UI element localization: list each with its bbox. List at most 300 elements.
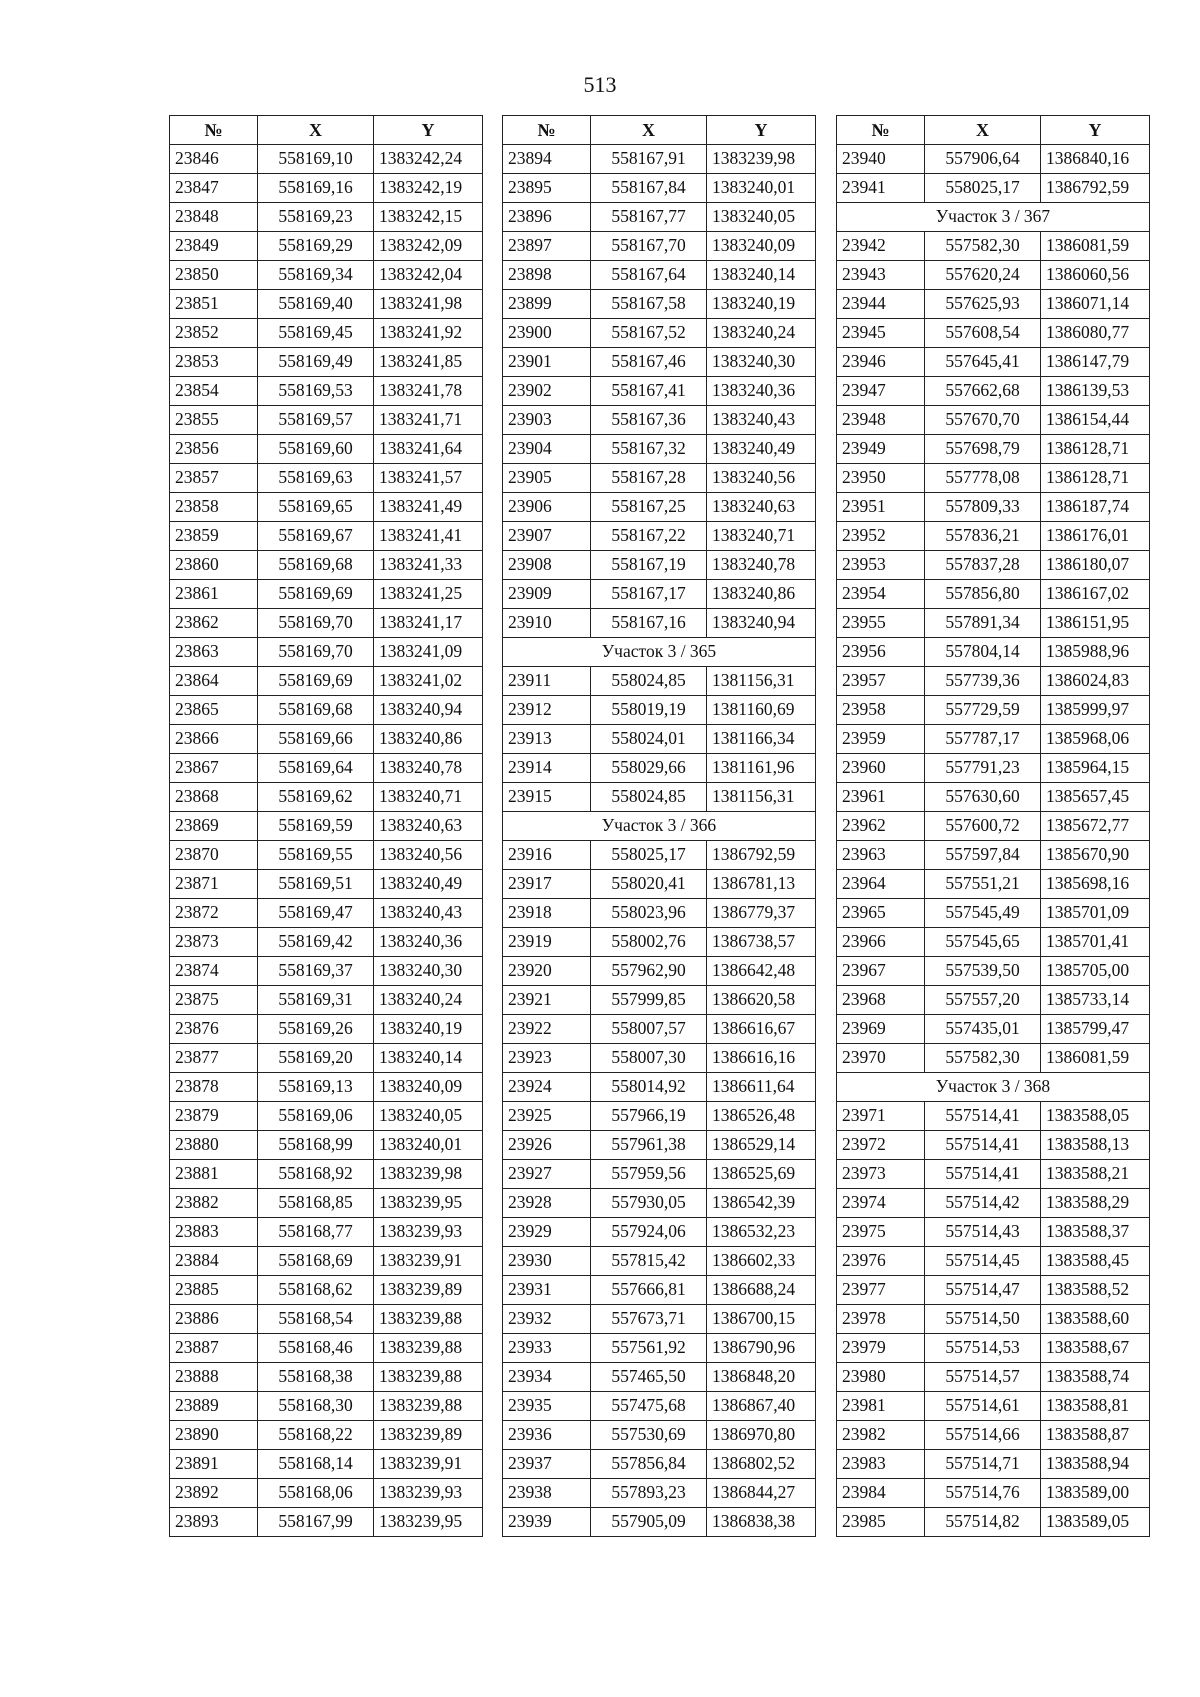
point-number-cell: 23973	[837, 1160, 925, 1189]
table-row	[170, 1392, 483, 1421]
y-coordinate-cell: 1383241,98	[374, 290, 483, 319]
point-number-cell: 23948	[837, 406, 925, 435]
point-number-cell: 23869	[170, 812, 258, 841]
point-number-cell: 23933	[503, 1334, 591, 1363]
point-number-cell: 23894	[503, 145, 591, 174]
y-coordinate-cell: 1383588,74	[1041, 1363, 1150, 1392]
y-coordinate-cell: 1386781,13	[707, 870, 816, 899]
x-coordinate-cell: 557582,30	[925, 1044, 1041, 1073]
table-row	[503, 406, 816, 435]
point-number-cell: 23985	[837, 1508, 925, 1537]
x-coordinate-cell: 557435,01	[925, 1015, 1041, 1044]
x-coordinate-cell: 557891,34	[925, 609, 1041, 638]
y-coordinate-cell: 1383239,88	[374, 1392, 483, 1421]
section-title: Участок 3 / 366	[503, 812, 816, 841]
point-number-cell: 23942	[837, 232, 925, 261]
y-coordinate-cell: 1383240,56	[374, 841, 483, 870]
x-coordinate-cell: 558167,70	[591, 232, 707, 261]
y-coordinate-cell: 1383240,09	[707, 232, 816, 261]
point-number-cell: 23912	[503, 696, 591, 725]
point-number-cell: 23939	[503, 1508, 591, 1537]
point-number-cell: 23875	[170, 986, 258, 1015]
x-coordinate-cell: 557539,50	[925, 957, 1041, 986]
point-number-cell: 23887	[170, 1334, 258, 1363]
point-number-cell: 23926	[503, 1131, 591, 1160]
x-coordinate-cell: 557514,71	[925, 1450, 1041, 1479]
point-number-cell: 23849	[170, 232, 258, 261]
x-coordinate-cell: 557662,68	[925, 377, 1041, 406]
point-number-cell: 23940	[837, 145, 925, 174]
y-coordinate-cell: 1383589,00	[1041, 1479, 1150, 1508]
x-coordinate-cell: 558002,76	[591, 928, 707, 957]
table-row	[837, 1102, 1150, 1131]
x-coordinate-cell: 558023,96	[591, 899, 707, 928]
table-row	[503, 1479, 816, 1508]
point-number-cell: 23907	[503, 522, 591, 551]
y-coordinate-cell: 1383241,33	[374, 551, 483, 580]
table-row	[503, 580, 816, 609]
y-coordinate-cell: 1386688,24	[707, 1276, 816, 1305]
table-row	[170, 580, 483, 609]
point-number-cell: 23914	[503, 754, 591, 783]
x-coordinate-cell: 557514,41	[925, 1102, 1041, 1131]
table-row	[503, 551, 816, 580]
table-row	[503, 1508, 816, 1537]
table-row	[837, 522, 1150, 551]
table-row	[837, 696, 1150, 725]
y-coordinate-cell: 1383240,05	[707, 203, 816, 232]
x-coordinate-cell: 558167,58	[591, 290, 707, 319]
point-number-cell: 23947	[837, 377, 925, 406]
table-row	[503, 1450, 816, 1479]
point-number-cell: 23878	[170, 1073, 258, 1102]
x-coordinate-cell: 557514,47	[925, 1276, 1041, 1305]
point-number-cell: 23959	[837, 725, 925, 754]
table-row	[170, 667, 483, 696]
y-coordinate-cell: 1383241,85	[374, 348, 483, 377]
table-row	[170, 1218, 483, 1247]
table-row	[503, 1189, 816, 1218]
column-header-number: №	[170, 116, 258, 145]
table-row	[503, 290, 816, 319]
table-row	[503, 1131, 816, 1160]
x-coordinate-cell: 558167,99	[258, 1508, 374, 1537]
x-coordinate-cell: 557739,36	[925, 667, 1041, 696]
point-number-cell: 23917	[503, 870, 591, 899]
table-row	[837, 580, 1150, 609]
point-number-cell: 23879	[170, 1102, 258, 1131]
x-coordinate-cell: 557837,28	[925, 551, 1041, 580]
x-coordinate-cell: 557787,17	[925, 725, 1041, 754]
page-number: 513	[583, 72, 617, 97]
x-coordinate-cell: 558169,26	[258, 1015, 374, 1044]
point-number-cell: 23896	[503, 203, 591, 232]
x-coordinate-cell: 558169,45	[258, 319, 374, 348]
y-coordinate-cell: 1385733,14	[1041, 986, 1150, 1015]
y-coordinate-cell: 1386532,23	[707, 1218, 816, 1247]
y-coordinate-cell: 1383588,05	[1041, 1102, 1150, 1131]
y-coordinate-cell: 1383239,91	[374, 1450, 483, 1479]
y-coordinate-cell: 1383240,05	[374, 1102, 483, 1131]
table-row	[170, 899, 483, 928]
x-coordinate-cell: 558024,01	[591, 725, 707, 754]
point-number-cell: 23872	[170, 899, 258, 928]
x-coordinate-cell: 557836,21	[925, 522, 1041, 551]
x-coordinate-cell: 557475,68	[591, 1392, 707, 1421]
y-coordinate-cell: 1385799,47	[1041, 1015, 1150, 1044]
y-coordinate-cell: 1386176,01	[1041, 522, 1150, 551]
point-number-cell: 23980	[837, 1363, 925, 1392]
x-coordinate-cell: 558169,65	[258, 493, 374, 522]
table-row	[503, 377, 816, 406]
x-coordinate-cell: 557514,76	[925, 1479, 1041, 1508]
y-coordinate-cell: 1383240,49	[707, 435, 816, 464]
point-number-cell: 23886	[170, 1305, 258, 1334]
table-row	[503, 1276, 816, 1305]
point-number-cell: 23902	[503, 377, 591, 406]
x-coordinate-cell: 558167,46	[591, 348, 707, 377]
x-coordinate-cell: 558024,85	[591, 783, 707, 812]
y-coordinate-cell: 1385657,45	[1041, 783, 1150, 812]
point-number-cell: 23943	[837, 261, 925, 290]
y-coordinate-cell: 1383239,98	[374, 1160, 483, 1189]
y-coordinate-cell: 1383241,49	[374, 493, 483, 522]
point-number-cell: 23909	[503, 580, 591, 609]
point-number-cell: 23935	[503, 1392, 591, 1421]
table-row	[503, 261, 816, 290]
x-coordinate-cell: 558169,63	[258, 464, 374, 493]
y-coordinate-cell: 1383240,71	[374, 783, 483, 812]
point-number-cell: 23936	[503, 1421, 591, 1450]
point-number-cell: 23922	[503, 1015, 591, 1044]
x-coordinate-cell: 557673,71	[591, 1305, 707, 1334]
y-coordinate-cell: 1386024,83	[1041, 667, 1150, 696]
x-coordinate-cell: 558168,54	[258, 1305, 374, 1334]
table-row	[170, 1363, 483, 1392]
x-coordinate-cell: 558020,41	[591, 870, 707, 899]
x-coordinate-cell: 557645,41	[925, 348, 1041, 377]
point-number-cell: 23911	[503, 667, 591, 696]
y-coordinate-cell: 1383239,93	[374, 1479, 483, 1508]
point-number-cell: 23853	[170, 348, 258, 377]
y-coordinate-cell: 1383241,09	[374, 638, 483, 667]
point-number-cell: 23964	[837, 870, 925, 899]
table-row	[837, 667, 1150, 696]
y-coordinate-cell: 1386529,14	[707, 1131, 816, 1160]
point-number-cell: 23945	[837, 319, 925, 348]
x-coordinate-cell: 558167,91	[591, 145, 707, 174]
x-coordinate-cell: 557514,57	[925, 1363, 1041, 1392]
x-coordinate-cell: 557597,84	[925, 841, 1041, 870]
y-coordinate-cell: 1386802,52	[707, 1450, 816, 1479]
x-coordinate-cell: 557620,24	[925, 261, 1041, 290]
point-number-cell: 23978	[837, 1305, 925, 1334]
y-coordinate-cell: 1386542,39	[707, 1189, 816, 1218]
table-row	[170, 551, 483, 580]
point-number-cell: 23905	[503, 464, 591, 493]
y-coordinate-cell: 1383240,86	[707, 580, 816, 609]
x-coordinate-cell: 558167,36	[591, 406, 707, 435]
x-coordinate-cell: 558168,46	[258, 1334, 374, 1363]
x-coordinate-cell: 558168,14	[258, 1450, 374, 1479]
section-header-row	[837, 203, 1150, 232]
x-coordinate-cell: 557514,66	[925, 1421, 1041, 1450]
table-row	[170, 1450, 483, 1479]
point-number-cell: 23871	[170, 870, 258, 899]
y-coordinate-cell: 1383241,02	[374, 667, 483, 696]
table-row	[837, 174, 1150, 203]
x-coordinate-cell: 558167,25	[591, 493, 707, 522]
x-coordinate-cell: 558169,67	[258, 522, 374, 551]
y-coordinate-cell: 1383588,45	[1041, 1247, 1150, 1276]
table-row	[503, 1102, 816, 1131]
point-number-cell: 23951	[837, 493, 925, 522]
x-coordinate-cell: 558169,68	[258, 696, 374, 725]
point-number-cell: 23888	[170, 1363, 258, 1392]
x-coordinate-cell: 557514,61	[925, 1392, 1041, 1421]
table-row	[170, 261, 483, 290]
point-number-cell: 23960	[837, 754, 925, 783]
y-coordinate-cell: 1386080,77	[1041, 319, 1150, 348]
point-number-cell: 23861	[170, 580, 258, 609]
point-number-cell: 23890	[170, 1421, 258, 1450]
x-coordinate-cell: 557815,42	[591, 1247, 707, 1276]
point-number-cell: 23900	[503, 319, 591, 348]
x-coordinate-cell: 557729,59	[925, 696, 1041, 725]
table-row	[837, 870, 1150, 899]
x-coordinate-cell: 557625,93	[925, 290, 1041, 319]
y-coordinate-cell: 1383241,17	[374, 609, 483, 638]
point-number-cell: 23847	[170, 174, 258, 203]
point-number-cell: 23877	[170, 1044, 258, 1073]
y-coordinate-cell: 1383588,94	[1041, 1450, 1150, 1479]
y-coordinate-cell: 1386792,59	[707, 841, 816, 870]
column-header-x: X	[925, 116, 1041, 145]
y-coordinate-cell: 1381166,34	[707, 725, 816, 754]
x-coordinate-cell: 557514,42	[925, 1189, 1041, 1218]
point-number-cell: 23865	[170, 696, 258, 725]
point-number-cell: 23880	[170, 1131, 258, 1160]
x-coordinate-cell: 557804,14	[925, 638, 1041, 667]
table-row	[170, 493, 483, 522]
y-coordinate-cell: 1386167,02	[1041, 580, 1150, 609]
x-coordinate-cell: 558169,20	[258, 1044, 374, 1073]
y-coordinate-cell: 1383588,81	[1041, 1392, 1150, 1421]
table-row	[170, 783, 483, 812]
table-row	[837, 1305, 1150, 1334]
y-coordinate-cell: 1383588,52	[1041, 1276, 1150, 1305]
x-coordinate-cell: 557514,43	[925, 1218, 1041, 1247]
point-number-cell: 23910	[503, 609, 591, 638]
x-coordinate-cell: 558168,38	[258, 1363, 374, 1392]
table-row	[170, 1131, 483, 1160]
point-number-cell: 23906	[503, 493, 591, 522]
point-number-cell: 23937	[503, 1450, 591, 1479]
y-coordinate-cell: 1383242,24	[374, 145, 483, 174]
point-number-cell: 23956	[837, 638, 925, 667]
table-row	[837, 1363, 1150, 1392]
table-row	[837, 986, 1150, 1015]
y-coordinate-cell: 1383240,63	[707, 493, 816, 522]
x-coordinate-cell: 558169,64	[258, 754, 374, 783]
x-coordinate-cell: 558169,31	[258, 986, 374, 1015]
table-row	[170, 1508, 483, 1537]
table-row	[170, 522, 483, 551]
table-row	[503, 464, 816, 493]
table-row	[837, 783, 1150, 812]
point-number-cell: 23984	[837, 1479, 925, 1508]
x-coordinate-cell: 557551,21	[925, 870, 1041, 899]
x-coordinate-cell: 557962,90	[591, 957, 707, 986]
point-number-cell: 23876	[170, 1015, 258, 1044]
point-number-cell: 23950	[837, 464, 925, 493]
point-number-cell: 23952	[837, 522, 925, 551]
point-number-cell: 23955	[837, 609, 925, 638]
table-row	[503, 203, 816, 232]
x-coordinate-cell: 558169,06	[258, 1102, 374, 1131]
y-coordinate-cell: 1386081,59	[1041, 232, 1150, 261]
table-row	[503, 522, 816, 551]
point-number-cell: 23934	[503, 1363, 591, 1392]
x-coordinate-cell: 557930,05	[591, 1189, 707, 1218]
point-number-cell: 23854	[170, 377, 258, 406]
x-coordinate-cell: 558168,99	[258, 1131, 374, 1160]
x-coordinate-cell: 558167,16	[591, 609, 707, 638]
point-number-cell: 23850	[170, 261, 258, 290]
table-row	[837, 1131, 1150, 1160]
x-coordinate-cell: 558169,57	[258, 406, 374, 435]
y-coordinate-cell: 1386838,38	[707, 1508, 816, 1537]
x-coordinate-cell: 558168,30	[258, 1392, 374, 1421]
table-row	[170, 348, 483, 377]
y-coordinate-cell: 1381156,31	[707, 667, 816, 696]
y-coordinate-cell: 1386844,27	[707, 1479, 816, 1508]
y-coordinate-cell: 1383239,98	[707, 145, 816, 174]
x-coordinate-cell: 557557,20	[925, 986, 1041, 1015]
table-row	[170, 986, 483, 1015]
x-coordinate-cell: 558167,22	[591, 522, 707, 551]
table-row	[837, 290, 1150, 319]
point-number-cell: 23860	[170, 551, 258, 580]
table-row	[503, 754, 816, 783]
table-row	[503, 1218, 816, 1247]
table-row	[170, 319, 483, 348]
point-number-cell: 23858	[170, 493, 258, 522]
point-number-cell: 23904	[503, 435, 591, 464]
x-coordinate-cell: 557959,56	[591, 1160, 707, 1189]
point-number-cell: 23846	[170, 145, 258, 174]
y-coordinate-cell: 1383240,14	[374, 1044, 483, 1073]
table-row	[170, 464, 483, 493]
y-coordinate-cell: 1383240,56	[707, 464, 816, 493]
table-row	[503, 1044, 816, 1073]
table-row	[837, 1479, 1150, 1508]
y-coordinate-cell: 1386180,07	[1041, 551, 1150, 580]
y-coordinate-cell: 1386611,64	[707, 1073, 816, 1102]
x-coordinate-cell: 558169,34	[258, 261, 374, 290]
x-coordinate-cell: 558167,41	[591, 377, 707, 406]
x-coordinate-cell: 557600,72	[925, 812, 1041, 841]
table-row	[837, 899, 1150, 928]
point-number-cell: 23891	[170, 1450, 258, 1479]
y-coordinate-cell: 1383241,64	[374, 435, 483, 464]
table-row	[837, 1218, 1150, 1247]
y-coordinate-cell: 1386081,59	[1041, 1044, 1150, 1073]
table-row	[503, 174, 816, 203]
table-row	[503, 899, 816, 928]
table-row	[170, 1160, 483, 1189]
y-coordinate-cell: 1383240,36	[707, 377, 816, 406]
x-coordinate-cell: 557630,60	[925, 783, 1041, 812]
point-number-cell: 23930	[503, 1247, 591, 1276]
section-header-row	[503, 638, 816, 667]
x-coordinate-cell: 558168,92	[258, 1160, 374, 1189]
table-row	[170, 609, 483, 638]
point-number-cell: 23949	[837, 435, 925, 464]
table-row	[837, 609, 1150, 638]
table-row	[837, 957, 1150, 986]
y-coordinate-cell: 1381156,31	[707, 783, 816, 812]
y-coordinate-cell: 1383239,88	[374, 1334, 483, 1363]
table-header-row	[503, 116, 816, 145]
point-number-cell: 23889	[170, 1392, 258, 1421]
point-number-cell: 23981	[837, 1392, 925, 1421]
point-number-cell: 23873	[170, 928, 258, 957]
x-coordinate-cell: 558167,28	[591, 464, 707, 493]
point-number-cell: 23852	[170, 319, 258, 348]
point-number-cell: 23899	[503, 290, 591, 319]
point-number-cell: 23913	[503, 725, 591, 754]
x-coordinate-cell: 558014,92	[591, 1073, 707, 1102]
x-coordinate-cell: 557778,08	[925, 464, 1041, 493]
y-coordinate-cell: 1383240,94	[707, 609, 816, 638]
table-row	[170, 812, 483, 841]
point-number-cell: 23967	[837, 957, 925, 986]
x-coordinate-cell: 558167,77	[591, 203, 707, 232]
y-coordinate-cell: 1386840,16	[1041, 145, 1150, 174]
table-row	[170, 290, 483, 319]
x-coordinate-cell: 558007,30	[591, 1044, 707, 1073]
table-row	[837, 1015, 1150, 1044]
point-number-cell: 23962	[837, 812, 925, 841]
y-coordinate-cell: 1383242,19	[374, 174, 483, 203]
y-coordinate-cell: 1386526,48	[707, 1102, 816, 1131]
point-number-cell: 23848	[170, 203, 258, 232]
point-number-cell: 23903	[503, 406, 591, 435]
table-row	[170, 1015, 483, 1044]
point-number-cell: 23966	[837, 928, 925, 957]
point-number-cell: 23972	[837, 1131, 925, 1160]
x-coordinate-cell: 557856,84	[591, 1450, 707, 1479]
table-row	[503, 1305, 816, 1334]
table-row	[837, 928, 1150, 957]
point-number-cell: 23983	[837, 1450, 925, 1479]
point-number-cell: 23919	[503, 928, 591, 957]
x-coordinate-cell: 558169,10	[258, 145, 374, 174]
x-coordinate-cell: 558169,59	[258, 812, 374, 841]
table-row	[503, 493, 816, 522]
y-coordinate-cell: 1383240,63	[374, 812, 483, 841]
coordinates-table-2	[502, 115, 816, 1537]
column-header-number: №	[837, 116, 925, 145]
x-coordinate-cell: 558167,19	[591, 551, 707, 580]
y-coordinate-cell: 1385698,16	[1041, 870, 1150, 899]
section-header-row	[503, 812, 816, 841]
y-coordinate-cell: 1383241,71	[374, 406, 483, 435]
x-coordinate-cell: 558169,70	[258, 638, 374, 667]
x-coordinate-cell: 557791,23	[925, 754, 1041, 783]
y-coordinate-cell: 1386525,69	[707, 1160, 816, 1189]
